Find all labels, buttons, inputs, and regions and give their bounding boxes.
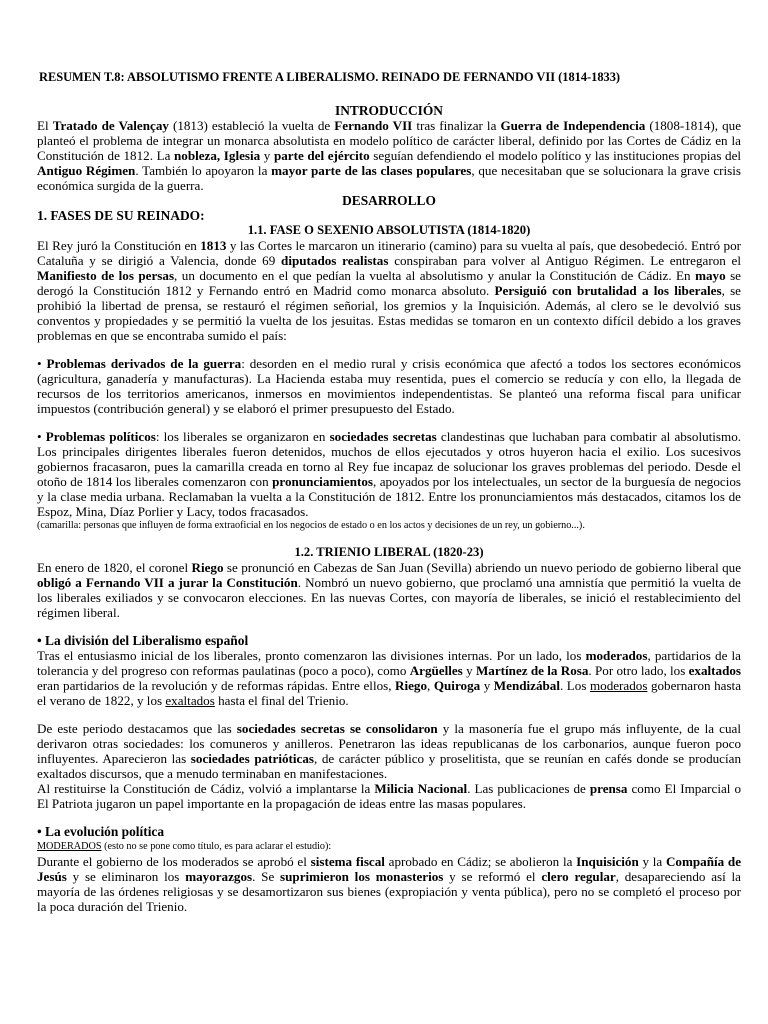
camarilla-note: (camarilla: personas que influyen de forma extraoficial en los negocios de estado o en los actos y decisiones de un rey, un gobierno...). xyxy=(37,520,585,531)
problemas-politicos-paragraph: • Problemas políticos: los liberales se organizaron en sociedades secretas clandestinas que luchaban para combatir al absolutismo. Los principales dirigentes liberales fueron detenidos, muchos de ellos ejecutados y otros huyeron hacia el exilio. Los sucesivos gobiernos fracasaron, pues la camarilla creada en torno al Rey fue incapaz de solucionar los graves problemas del periodo. Desde el otoño de 1814 los liberales comenzaron con pronunciamientos, apoyados por los intelectuales, un sector de la burguesía de negocios y la clase media urbana. Reclamaban la vuelta a la Constitución de 1812. Entre los pronunciamientos más destacados, citamos los de Espoz, Mina, Díaz Porlier y Lacy, todos fracasados. xyxy=(37,429,742,519)
section-1-2-heading: 1.2. TRIENIO LIBERAL (1820-23) xyxy=(294,545,484,559)
intro-paragraph: El Tratado de Valençay (1813) estableció la vuelta de Fernando VII tras finalizar la Guerra de Independencia (1808-1814), que planteó el problema de integrar un monarca absolutista en modelo político de carácter liberal, definido por las Cortes de Cádiz en la Constitución de 1812. La nobleza, Iglesia y parte del ejército seguían defendiendo el modelo político y las instituciones propias del Antiguo Régimen. También lo apoyaron la mayor parte de las clases populares, que necesitaban que se solucionara la grave crisis económica surgida de la guerra. xyxy=(37,118,742,193)
section-1-2-paragraph: En enero de 1820, el coronel Riego se pronunció en Cabezas de San Juan (Sevilla) abriendo un nuevo periodo de gobierno liberal que obligó a Fernando VII a jurar la Constitución. Nombró un nuevo gobierno, que proclamó una amnistía que permitió la vuelta de los liberales exiliados y se convocaron elecciones. En las nuevas Cortes, con mayoría de liberales, se inició el restablecimiento del régimen liberal. xyxy=(37,560,742,620)
desarrollo-heading: DESARROLLO xyxy=(342,193,436,208)
division-heading: • La división del Liberalismo español xyxy=(37,633,249,648)
document-title: RESUMEN T.8: ABSOLUTISMO FRENTE A LIBERALISMO. REINADO DE FERNANDO VII (1814-1833) xyxy=(39,70,621,84)
milicia-paragraph: Al restituirse la Constitución de Cádiz, volvió a implantarse la Milicia Nacional. Las publicaciones de prensa como El Imparcial o El Patriota jugaron un papel importante en la propagación de ideas entre las masas populares. xyxy=(37,781,742,811)
sociedades-paragraph: De este periodo destacamos que las sociedades secretas se consolidaron y la masonería fue el grupo más influyente, de la cual derivaron otras sociedades: los comuneros y anilleros. Penetraron las ideas republicanas de los carbonarios, aunque fueron poco influyentes. Aparecieron las sociedades patrióticas, de carácter público y proselitista, que se reunían en cafés donde se producían exaltados discursos, que a menudo terminaban en manifestaciones. xyxy=(37,721,741,781)
intro-heading: INTRODUCCIÓN xyxy=(335,103,443,118)
moderados-paragraph: Durante el gobierno de los moderados se aprobó el sistema fiscal aprobado en Cádiz; se abolieron la Inquisición y la Compañía de Jesús y se eliminaron los mayorazgos. Se suprimieron los monasterios y se reformó el clero regular, desapareciendo así la mayoría de las órdenes religiosas y se desamortizaron sus bienes (expropiación y venta pública), pero no se completó el proceso por la poca duración del Trienio. xyxy=(37,854,742,914)
fases-heading: 1. FASES DE SU REINADO: xyxy=(37,208,205,223)
moderados-label: MODERADOS (esto no se pone como título, es para aclarar el estudio): xyxy=(37,841,332,852)
section-1-1-heading: 1.1. FASE O SEXENIO ABSOLUTISTA (1814-1820) xyxy=(247,223,531,237)
section-1-1-paragraph: El Rey juró la Constitución en 1813 y las Cortes le marcaron un itinerario (camino) para su vuelta al país, que desobedeció. Entró por Cataluña y se dirigió a Valencia, donde 69 diputados realistas conspiraban para volver al Antiguo Régimen. Le entregaron el Manifiesto de los persas, un documento en el que pedían la vuelta al absolutismo y anular la Constitución de Cádiz. En mayo se derogó la Constitución 1812 y Fernando entró en Madrid como monarca absoluto. Persiguió con brutalidad a los liberales, se prohibió la libertad de prensa, se restauró el régimen señorial, los gremios y la Inquisición. Además, al clero se le devolvió sus conventos y propiedades y se permitió la vuelta de los jesuitas. Estas medidas se tomaron en un contexto difícil debido a los graves problemas en que se encontraba sumido el país: xyxy=(37,238,741,343)
division-paragraph: Tras el entusiasmo inicial de los liberales, pronto comenzaron las divisiones internas. Por un lado, los moderados, partidarios de la tolerancia y del progreso con reformas paulatinas (poco a poco), como Argüelles y Martínez de la Rosa. Por otro lado, los exaltados eran partidarios de la revolución y de reformas rápidas. Entre ellos, Riego, Quiroga y Mendizábal. Los moderados gobernaron hasta el verano de 1822, y los exaltados hasta el final del Trienio. xyxy=(37,648,742,708)
problemas-guerra-paragraph: • Problemas derivados de la guerra: desorden en el medio rural y crisis económica que afectó a todos los sectores económicos (agricultura, ganadería y manufacturas). La Hacienda estaba muy resentida, pues el comercio se reducía y con ello, la llegada de recursos de los territorios americanos, inmersos en movimientos independentistas. Se planteó una reforma fiscal para unificar impuestos (contribución general) y se elaboró el primer presupuesto del Estado. xyxy=(37,356,741,416)
evolucion-heading: • La evolución política xyxy=(37,824,165,839)
